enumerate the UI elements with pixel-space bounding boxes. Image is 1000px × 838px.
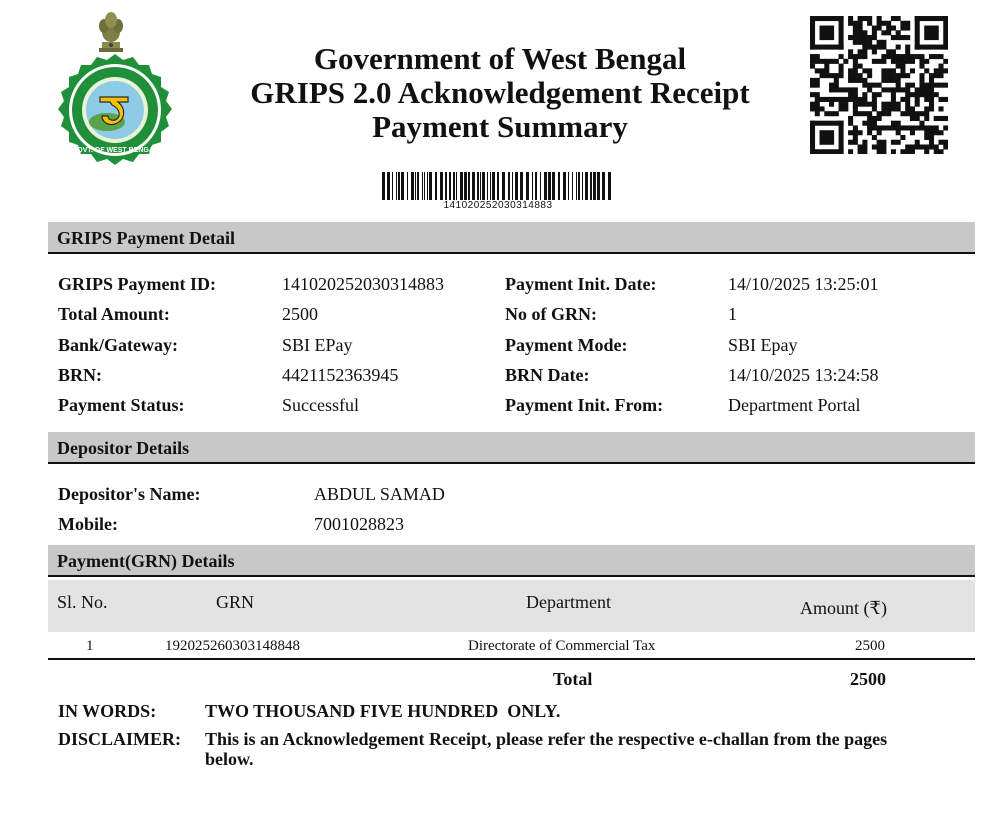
mobile-value: 7001028823 [314,514,404,534]
payment-status-value: Successful [282,395,359,415]
total-label: Total [553,669,593,689]
payment-mode-value: SBI Epay [728,335,798,355]
payment-init-date-value: 14/10/2025 13:25:01 [728,274,879,294]
in-words-value: TWO THOUSAND FIVE HUNDRED ONLY. [205,701,561,721]
col-grn: GRN [216,592,255,612]
title-line-2: GRIPS 2.0 Acknowledgement Receipt [250,75,750,110]
govt-of-west-bengal-seal-icon [52,52,178,172]
table-divider [48,658,975,660]
brn-value: 4421152363945 [282,365,399,385]
row-amount: 2500 [855,638,885,654]
payment-status-label: Payment Status: [58,395,185,415]
in-words-label: IN WORDS: [58,701,157,721]
row-sl: 1 [86,638,94,654]
payment-init-from-value: Department Portal [728,395,861,415]
payment-init-date-label: Payment Init. Date: [505,274,657,294]
barcode-number: 141020252030314883 [443,200,553,211]
payment-id-value: 141020252030314883 [282,274,444,294]
payment-mode-label: Payment Mode: [505,335,628,355]
title-line-3: Payment Summary [372,109,628,144]
brn-label: BRN: [58,365,102,385]
total-amount-value: 2500 [282,304,318,324]
title-line-1: Government of West Bengal [313,41,687,76]
state-emblem-icon [93,8,129,54]
col-department: Department [526,592,611,612]
total-value: 2500 [850,669,886,689]
disclaimer-label: DISCLAIMER: [58,729,182,749]
document-title [200,42,800,144]
row-department: Directorate of Commercial Tax [468,638,656,654]
total-amount-label: Total Amount: [58,304,170,324]
depositor-name-value: ABDUL SAMAD [314,484,445,504]
col-sl-no: Sl. No. [57,592,108,612]
row-grn: 192025260303148848 [165,638,300,654]
mobile-label: Mobile: [58,514,118,534]
disclaimer-value: This is an Acknowledgement Receipt, please refer the respective e-challan from the pages below. [205,729,888,769]
col-amount: Amount (₹) [800,598,887,618]
grn-table-header [48,580,975,632]
brn-date-value: 14/10/2025 13:24:58 [728,365,879,385]
no-of-grn-value: 1 [728,304,737,324]
depositor-name-label: Depositor's Name: [58,484,201,504]
payment-detail-heading: GRIPS Payment Detail [48,222,975,254]
payment-init-from-label: Payment Init. From: [505,395,664,415]
no-of-grn-label: No of GRN: [505,304,597,324]
bank-gateway-value: SBI EPay [282,335,353,355]
seal-text: GOVT. OF WEST BENGAL [71,147,159,154]
brn-date-label: BRN Date: [505,365,590,385]
bank-gateway-label: Bank/Gateway: [58,335,179,355]
qr-code-icon [810,16,948,154]
payment-id-label: GRIPS Payment ID: [58,274,216,294]
depositor-heading: Depositor Details [48,432,975,464]
barcode-icon [382,172,614,202]
grn-heading: Payment(GRN) Details [48,545,975,577]
